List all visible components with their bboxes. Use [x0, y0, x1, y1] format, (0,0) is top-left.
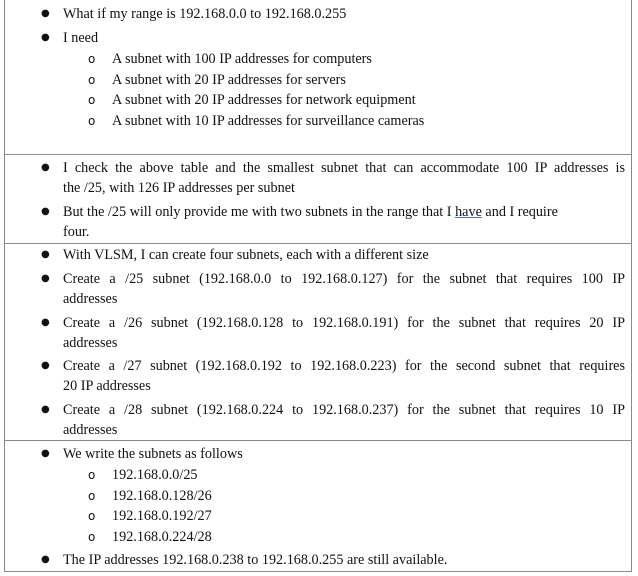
sub-bullet-item: [5, 466, 625, 484]
bullet-marker: ●: [41, 273, 50, 284]
bullet-text: Create a /27 subnet (192.168.0.192 to 192.168.0.223) for the second subnet that requires: [63, 358, 625, 374]
bullet-item: [5, 401, 625, 419]
bullet-marker: ●: [41, 8, 50, 19]
bullet-text: A subnet with 20 IP addresses for servers: [112, 72, 346, 88]
bullet-item: [5, 203, 625, 221]
bullet-item: [5, 314, 625, 332]
bullet-marker: ●: [41, 404, 50, 415]
bullet-text: I check the above table and the smallest subnet that can accommodate 100 IP addresses is: [63, 160, 625, 176]
bullet-continuation: 20 IP addresses: [63, 378, 151, 394]
table-row-smallest-subnet: [5, 154, 631, 243]
bullet-text: 192.168.0.128/26: [112, 488, 212, 504]
bullet-item: [5, 357, 625, 375]
bullet-text: Create a /26 subnet (192.168.0.128 to 192.168.0.191) for the subnet that requires 20 IP: [63, 315, 625, 331]
bullet-marker: ●: [41, 448, 50, 459]
bullet-marker: ●: [41, 162, 50, 173]
bullet-text: A subnet with 10 IP addresses for surveillance cameras: [112, 113, 425, 129]
sub-bullet-item: [5, 71, 625, 89]
bullet-marker: ●: [41, 317, 50, 328]
bullet-text: 192.168.0.192/27: [112, 508, 212, 524]
bullet-continuation: addresses: [63, 291, 118, 307]
bullet-item: [5, 5, 625, 23]
document-table: [4, 0, 632, 572]
table-row-range-needs: [5, 0, 631, 154]
sub-bullet-item: [5, 112, 625, 130]
bullet-continuation: addresses: [63, 335, 118, 351]
bullet-item: [5, 445, 625, 463]
bullet-continuation: addresses: [63, 422, 118, 438]
bullet-text: 192.168.0.0/25: [112, 467, 198, 483]
bullet-marker: ●: [41, 32, 50, 43]
circle-marker: o: [88, 73, 96, 87]
bullet-item: [5, 159, 625, 177]
circle-marker: o: [88, 468, 96, 482]
bullet-text: Create a /28 subnet (192.168.0.224 to 192.168.0.237) for the subnet that requires 10 IP: [63, 402, 625, 418]
bullet-text: With VLSM, I can create four subnets, each with a different size: [63, 247, 429, 263]
bullet-text: I need: [63, 30, 99, 46]
sub-bullet-item: [5, 50, 625, 68]
circle-marker: o: [88, 489, 96, 503]
bullet-text: Create a /25 subnet (192.168.0.0 to 192.168.0.127) for the subnet that requires 100 IP: [63, 271, 625, 287]
bullet-text: A subnet with 20 IP addresses for network equipment: [112, 92, 416, 108]
bullet-text: What if my range is 192.168.0.0 to 192.168.0.255: [63, 6, 347, 22]
circle-marker: o: [88, 52, 96, 66]
bullet-text-end: and I require: [481, 204, 558, 220]
bullet-item: [5, 29, 625, 47]
bullet-text: The IP addresses 192.168.0.238 to 192.168.0.255 are still available.: [63, 552, 448, 568]
bullet-marker: ●: [41, 554, 50, 565]
bullet-marker: ●: [41, 360, 50, 371]
bullet-marker: ●: [41, 249, 50, 260]
bullet-text: 192.168.0.224/28: [112, 529, 212, 545]
circle-marker: o: [88, 530, 96, 544]
circle-marker: o: [88, 93, 96, 107]
circle-marker: o: [88, 114, 96, 128]
bullet-continuation: the /25, with 126 IP addresses per subnet: [63, 180, 295, 196]
bullet-item: [5, 551, 625, 569]
circle-marker: o: [88, 509, 96, 523]
table-row-subnet-list: [5, 440, 631, 572]
sub-bullet-item: [5, 487, 625, 505]
sub-bullet-item: [5, 507, 625, 525]
bullet-item: [5, 246, 625, 264]
bullet-text: A subnet with 100 IP addresses for computers: [112, 51, 372, 67]
bullet-continuation: four.: [63, 224, 90, 240]
bullet-text: We write the subnets as follows: [63, 446, 243, 462]
table-row-vlsm-steps: [5, 243, 631, 440]
sub-bullet-item: [5, 528, 625, 546]
bullet-text-start: But the /25 will only provide me with two subnets in the range that I: [63, 204, 456, 220]
bullet-marker: ●: [41, 206, 50, 217]
spellcheck-underlined-word: have: [455, 204, 482, 220]
sub-bullet-item: [5, 91, 625, 109]
bullet-item: [5, 270, 625, 288]
